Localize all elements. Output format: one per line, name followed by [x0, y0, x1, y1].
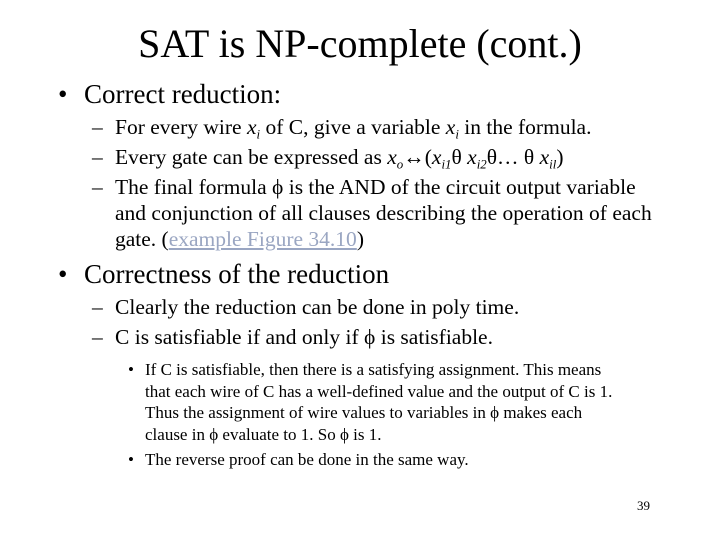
detail-reverse-proof [128, 449, 708, 471]
bullet-text: Correct reduction: [84, 79, 282, 109]
bullet-dot: • [58, 79, 68, 109]
subitem-wire-variable [92, 114, 714, 140]
dash-marker: – [92, 175, 103, 199]
figure-link[interactable]: example Figure 34.10 [168, 227, 357, 251]
subitem-text: C is satisfiable if and only if ϕ is satisfiable. [115, 325, 493, 349]
subitem-satisfiable [92, 324, 714, 350]
subitem-text: The final formula ϕ is the AND of the circuit output variable and conjunction of all clauses describing the operation of each gate. (example Figure 34.10) [115, 175, 652, 251]
detail-text: If C is satisfiable, then there is a satisfying assignment. This means that each wire of C has a well-defined value and the output of C is 1. Thus the assignment of wire values to variables in ϕ makes each clause in ϕ evaluate to 1. So ϕ is 1. [145, 360, 613, 444]
dash-marker: – [92, 295, 103, 319]
subitem-poly-time [92, 294, 714, 320]
subitem-text: Every gate can be expressed as $x_o\leftrightarrow(x_{i1}\theta$ $x_{i2}\theta\dots$ θ $x_{il}$) [115, 145, 564, 172]
bullet-dot: • [58, 259, 68, 289]
slide-title: SAT is NP-complete (cont.) [138, 21, 582, 66]
bullet-text: Correctness of the reduction [84, 259, 390, 289]
subitem-text: For every wire $x_i$ of C, give a variable $x_i$ in the formula. [115, 115, 592, 142]
subitem-text: Clearly the reduction can be done in poly time. [115, 295, 520, 319]
page-number: 39 [637, 498, 650, 513]
detail-text: The reverse proof can be done in the same way. [145, 450, 469, 469]
bullet-dot: • [128, 450, 134, 469]
dash-marker: – [92, 115, 103, 139]
detail-satisfying-assignment [128, 359, 708, 445]
dash-marker: – [92, 145, 103, 169]
bullet-dot: • [128, 360, 134, 379]
dash-marker: – [92, 325, 103, 349]
subitem-gate-expression [92, 144, 714, 170]
subitem-final-formula [92, 174, 714, 252]
